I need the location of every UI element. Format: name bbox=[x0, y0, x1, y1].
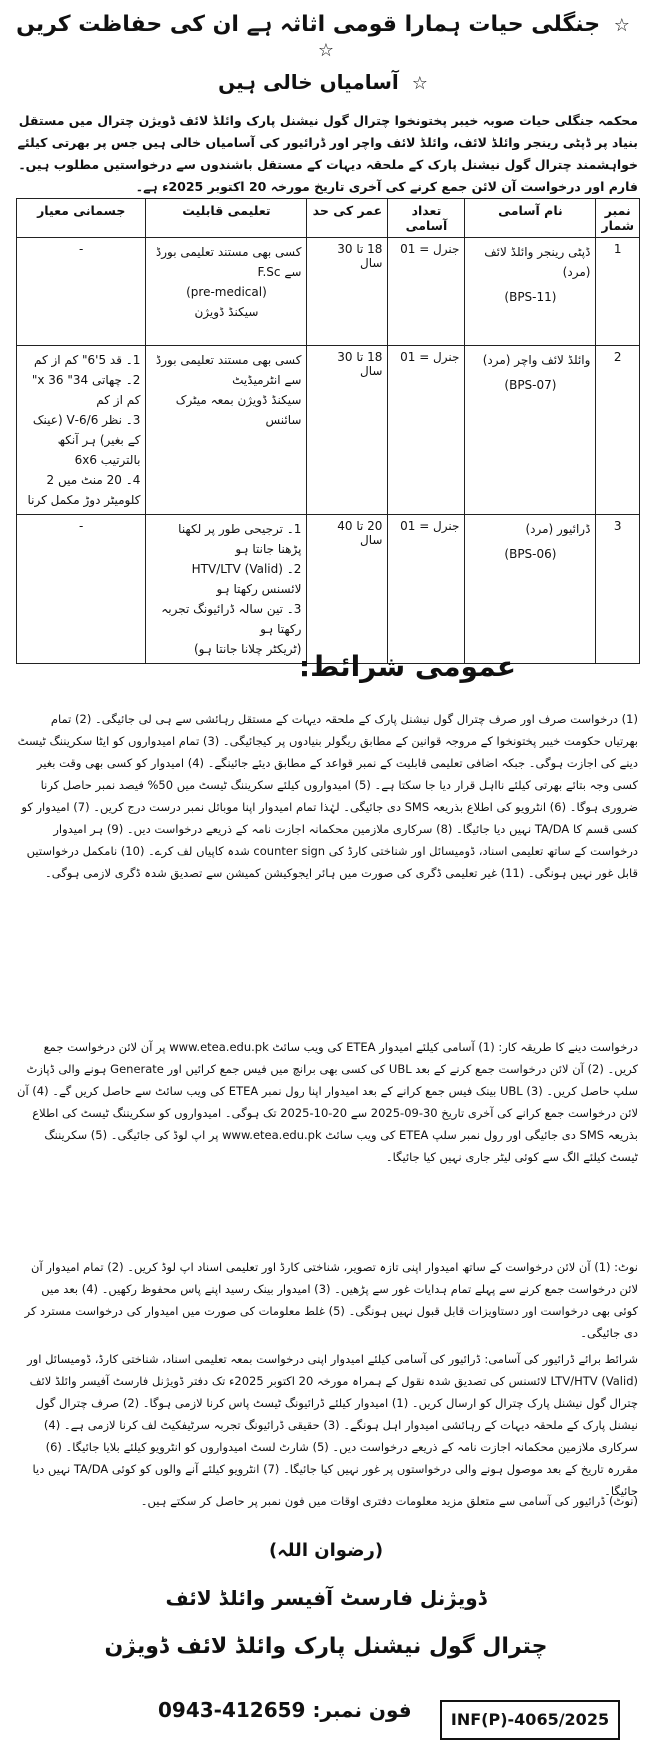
age-cell: 18 تا 30 سال bbox=[307, 346, 388, 515]
reference-number-box: INF(P)-4065/2025 bbox=[440, 1700, 620, 1740]
table-row bbox=[17, 346, 640, 515]
serial-cell: 3 bbox=[596, 515, 640, 664]
star-icon: ☆ bbox=[613, 15, 630, 36]
age-cell: 20 تا 40 سال bbox=[307, 515, 388, 664]
page-title bbox=[8, 12, 644, 62]
qualification-line: کسی بھی مستند تعلیمی بورڈ سے F.Sc bbox=[155, 245, 302, 279]
post-name-cell bbox=[465, 238, 596, 346]
qualification-line: (ٹریکٹر چلانا جانتا ہو) bbox=[193, 642, 302, 656]
terms-paragraph-4: شرائط برائے ڈرائیور کی آسامی: ڈرائیور کی آسامی کیلئے امیدوار اپنی درخواست بمعہ تعلیمی اسناد، شناختی کارڈ، ڈومیسائل اور (Valid) LTV/HTV لائسنس کی تصدیق شدہ نقول کے ہمراہ مورخہ 20 اکتوبر 2025ء تک دفتر ڈویژنل فارسٹ آفیسر وائلڈ لائف چترال گول نیشنل پارک چترال کو ارسال کریں۔ (1) امیدوار کیلئے ڈرائیونگ ٹیسٹ پاس کرنا لازمی ہوگا۔ (2) صرف چترال گول نیشنل پارک کے ملحقہ دیہات کے رہائشی امیدوار اہل ہونگے۔ (3) حقیقی ڈرائیونگ تجربہ سرٹیفکیٹ لف کرنا لازمی ہے۔ (4) سرکاری ملازمین محکمانہ اجازت نامہ کے ذریعے درخواست دیں۔ (5) شارٹ لسٹ امیدواروں کو انٹرویو کیلئے بلایا جائیگا۔ (6) مقررہ تاریخ کے بعد موصول ہونے والی درخواستوں پر غور نہیں کیا جائیگا۔ (7) انٹرویو کیلئے آنے والوں کو کوئی TA/DA نہیں دیا جائیگا۔ bbox=[27, 1352, 638, 1498]
table-header-row bbox=[17, 199, 640, 238]
post-name-cell bbox=[465, 515, 596, 664]
post-name-cell bbox=[465, 346, 596, 515]
qualification-line: (pre-medical) bbox=[186, 285, 267, 299]
phone-line bbox=[158, 1698, 412, 1722]
vacancies-table bbox=[16, 198, 640, 664]
post-name: ڈرائیور (مرد) bbox=[525, 522, 591, 536]
qualification-line: کسی بھی مستند تعلیمی بورڈ سے انٹرمیڈیٹ bbox=[155, 353, 302, 387]
physical-line: 1۔ قد 5'6" کم از کم bbox=[34, 353, 141, 367]
star-icon: ☆ bbox=[317, 40, 335, 61]
intro-paragraph: محکمہ جنگلی حیات صوبہ خیبر پختونخوا چترال گول نیشنل پارک وائلڈ لائف ڈویژن چترال میں مستقل بنیاد پر ڈپٹی رینجر وائلڈ لائف، وائلڈ لائف واچر اور ڈرائیور کی آسامیاں خالی ہیں جس پر بھرتی کیلئے خواہشمند چترال گول نیشنل پارک کے ملحقہ دیہات کے مستقل باشندوں سے درخواستیں مطلوب ہیں۔ فارم اور درخواست آن لائن جمع کرنے کی آخری تاریخ مورخہ 20 اکتوبر 2025ء ہے۔ bbox=[17, 113, 638, 194]
advertisement-page bbox=[8, 6, 644, 1744]
qualification-cell bbox=[146, 238, 307, 346]
signatory-office: چترال گول نیشنل پارک وائلڈ لائف ڈویژن bbox=[104, 1634, 548, 1659]
terms-paragraph-2: درخواست دینے کا طریقہ کار: (1) آسامی کیلئے امیدوار ETEA کی ویب سائٹ www.etea.edu.pk پر آن لائن درخواست جمع کریں۔ (2) آن لائن درخواست جمع کرنے کے بعد UBL کی کسی بھی برانچ میں فیس جمع کرائیں اور Generate ہونے والی ڈپازٹ سلپ حاصل کریں۔ (3) UBL بینک فیس جمع کرانے کے بعد امیدوار اپنا رول نمبر ETEA کی ویب سائٹ سے حاصل کریں گے۔ (4) آن لائن درخواست جمع کرانے کی آخری تاریخ 30-09-2025 سے 20-10-2025 تک ہوگی۔ امیدواروں کو سکریننگ ٹیسٹ کی اطلاع بذریعہ SMS دی جائیگی اور رول نمبر سلپ ETEA کی ویب سائٹ www.etea.edu.pk پر اپ لوڈ کی جائیگی۔ (5) سکریننگ ٹیسٹ کیلئے الگ سے کوئی لیٹر جاری نہیں کیا جائیگا۔ bbox=[17, 1040, 638, 1164]
header-post-name: نام آسامی bbox=[465, 199, 596, 238]
qualification-line: سیکنڈ ڈویژن بمعہ میٹرک سائنس bbox=[175, 393, 302, 427]
phone-label: فون نمبر: bbox=[312, 1698, 412, 1722]
post-count-cell: جنرل = 01 bbox=[388, 346, 465, 515]
physical-line: 3۔ نظر 6/6-V (عینک کے بغیر) ہر آنکھ بالترتیب 6x6 bbox=[32, 413, 141, 467]
qualification-cell bbox=[146, 515, 307, 664]
signatory-designation: ڈویژنل فارسٹ آفیسر وائلڈ لائف bbox=[165, 1586, 487, 1610]
terms-paragraph-3: نوٹ: (1) آن لائن درخواست کے ساتھ امیدوار اپنی تازہ تصویر، شناختی کارڈ اور تعلیمی اسناد اپ لوڈ کریں۔ (2) تمام امیدوار آن لائن درخواست جمع کرنے سے پہلے تمام ہدایات غور سے پڑھیں۔ (3) امیدوار بینک رسید اپنے پاس محفوظ رکھیں۔ (4) بعد میں کوئی بھی درخواست اور دستاویزات قابل قبول نہیں ہونگی۔ (5) غلط معلومات کی صورت میں امیدوار کی درخواست مسترد کر دی جائیگی۔ bbox=[24, 1260, 638, 1340]
qualification-cell bbox=[146, 346, 307, 515]
physical-cell: - bbox=[17, 238, 146, 346]
header-qualification: تعلیمی قابلیت bbox=[146, 199, 307, 238]
physical-cell: - bbox=[17, 515, 146, 664]
title-text: جنگلی حیات ہمارا قومی اثاثہ ہے ان کی حفاظت کریں bbox=[16, 12, 601, 37]
post-count-cell: جنرل = 01 bbox=[388, 515, 465, 664]
header-serial: نمبر شمار bbox=[596, 199, 640, 238]
table-row bbox=[17, 515, 640, 664]
physical-line: 4۔ 20 منٹ میں 2 کلومیٹر دوڑ مکمل کرنا bbox=[27, 473, 141, 507]
serial-cell: 1 bbox=[596, 238, 640, 346]
signatory-name: (رضوان اللہ) bbox=[268, 1540, 384, 1561]
star-icon: ☆ bbox=[411, 73, 428, 94]
age-cell: 18 تا 30 سال bbox=[307, 238, 388, 346]
physical-cell bbox=[17, 346, 146, 515]
bps-scale: (BPS-11) bbox=[504, 290, 557, 304]
serial-cell: 2 bbox=[596, 346, 640, 515]
post-name: وائلڈ لائف واچر (مرد) bbox=[482, 353, 591, 367]
header-post-count: تعداد آسامی bbox=[388, 199, 465, 238]
qualification-line: سیکنڈ ڈویژن bbox=[194, 305, 259, 319]
physical-line: 2۔ چھاتی 34" x 36" کم از کم bbox=[31, 373, 141, 407]
header-age-limit: عمر کی حد bbox=[307, 199, 388, 238]
terms-paragraph-1: (1) درخواست صرف اور صرف چترال گول نیشنل پارک کے ملحقہ دیہات کے مستقل رہائشی سے ہی لی جائیگی۔ (2) تمام بھرتیاں حکومت خیبر پختونخوا کے مروجہ قوانین کے مطابق ریگولر بنیادوں پر کیجائیگی۔ (3) تمام امیدواروں کو ایٹا سکریننگ ٹیسٹ دینے کی اجازت ہوگی۔ جبکہ اضافی تعلیمی قابلیت کے نمبر قواعد کے مطابق دیئے جائینگے۔ (4) امیدوار کو کسی بھی وقت بغیر کسی وجہ بتائے بھرتی کیلئے نااہل قرار دیا جا سکتا ہے۔ (5) امیدواروں کیلئے سکریننگ ٹیسٹ میں 50% فیصد نمبر حاصل کرنا ضروری ہوگا۔ (6) انٹرویو کی اطلاع بذریعہ SMS دی جائیگی۔ لہٰذا تمام امیدوار اپنا موبائل نمبر درست درج کریں۔ (7) امیدوار کو کسی قسم کا TA/DA نہیں دیا جائیگا۔ (8) سرکاری ملازمین محکمانہ اجازت نامہ کے ذریعے درخواست دیں۔ (9) ہر امیدوار درخواست کے ساتھ تعلیمی اسناد، ڈومیسائل اور شناختی کارڈ کی counter sign شدہ کاپیاں لف کرے۔ (10) نامکمل درخواستیں قابل غور نہیں ہونگی۔ (11) غیر تعلیمی ڈگری کی صورت میں ہائر ایجوکیشن کمیشن سے تصدیق شدہ ڈگری لازمی ہوگی۔ bbox=[17, 712, 638, 880]
bps-scale: (BPS-06) bbox=[504, 547, 557, 561]
terms-paragraph-5: (نوٹ) ڈرائیور کی آسامی سے متعلق مزید معلومات دفتری اوقات میں فون نمبر پر حاصل کر سکتے ہیں۔ bbox=[140, 1494, 638, 1508]
subtitle-text: آسامیاں خالی ہیں bbox=[218, 70, 399, 94]
general-terms-heading: عمومی شرائط: bbox=[298, 650, 516, 683]
phone-number: 0943-412659 bbox=[158, 1698, 306, 1722]
header-physical-standard: جسمانی معیار bbox=[17, 199, 146, 238]
bps-scale: (BPS-07) bbox=[504, 378, 557, 392]
page-subtitle bbox=[8, 70, 644, 94]
qualification-line: 1۔ ترجیحی طور پر لکھنا پڑھنا جانتا ہو bbox=[178, 522, 302, 556]
post-name: ڈپٹی رینجر وائلڈ لائف (مرد) bbox=[484, 245, 591, 279]
table-row bbox=[17, 238, 640, 346]
qualification-line: 2۔ (Valid) HTV/LTV لائسنس رکھتا ہو bbox=[191, 562, 302, 596]
post-count-cell: جنرل = 01 bbox=[388, 238, 465, 346]
qualification-line: 3۔ تین سالہ ڈرائیونگ تجربہ رکھتا ہو bbox=[161, 602, 302, 636]
